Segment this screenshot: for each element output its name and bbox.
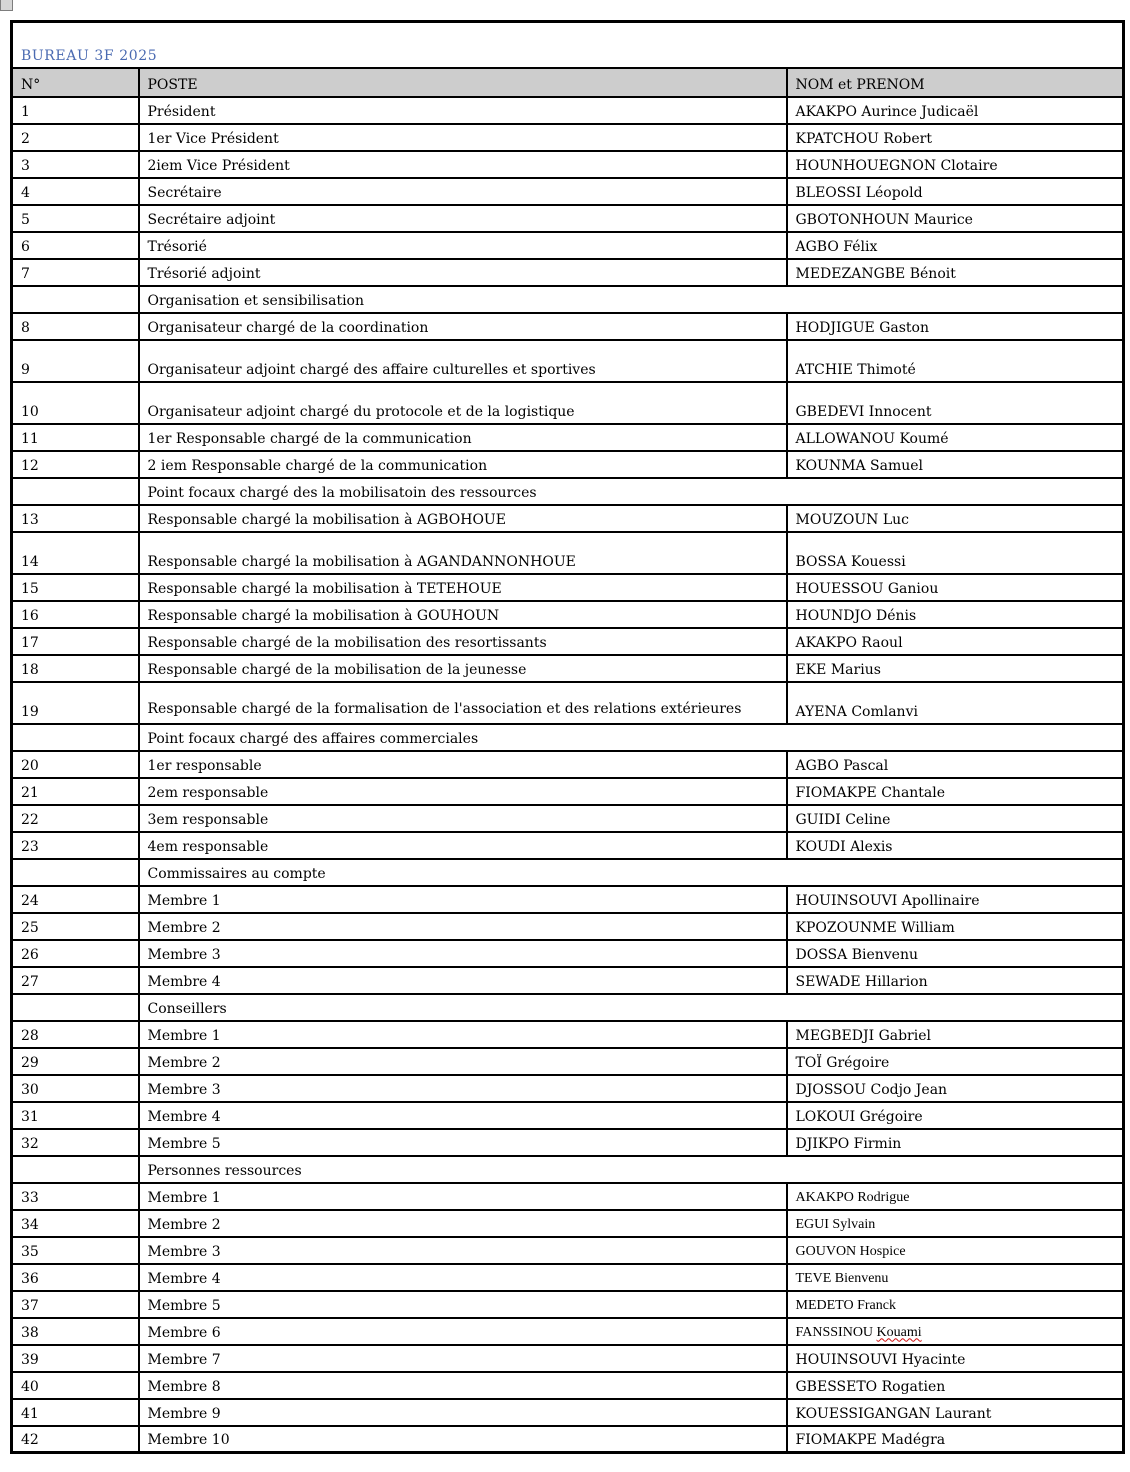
row-number-cell: 3: [12, 151, 139, 178]
row-number-cell: [12, 724, 139, 751]
section-title-cell: Personnes ressources: [139, 1156, 1124, 1183]
row-number-cell: 42: [12, 1426, 139, 1453]
poste-cell: [139, 451, 787, 478]
table-row: [12, 832, 1124, 859]
poste-text: Responsable chargé de la formalisation de l'association et des relations extérieures: [147, 700, 742, 717]
row-number-cell: 10: [12, 382, 139, 424]
poste-text: Membre 4: [147, 973, 221, 990]
nom-cell: MEDEZANGBE Bénoit: [787, 259, 1124, 286]
table-row: [12, 805, 1124, 832]
row-number-cell: 23: [12, 832, 139, 859]
nom-cell: HOUNHOUEGNON Clotaire: [787, 151, 1124, 178]
table-row: [12, 682, 1124, 724]
table-row: [12, 574, 1124, 601]
nom-cell: KPATCHOU Robert: [787, 124, 1124, 151]
row-number-cell: 36: [12, 1264, 139, 1291]
poste-text: Membre 7: [147, 1351, 221, 1368]
row-number-cell: 13: [12, 505, 139, 532]
table-row: [12, 340, 1124, 382]
table-row: [12, 1129, 1124, 1156]
poste-text: Trésorié: [147, 238, 207, 255]
poste-cell: [139, 778, 787, 805]
table-row: [12, 451, 1124, 478]
poste-cell: [139, 751, 787, 778]
poste-cell: [139, 1372, 787, 1399]
row-number-cell: 19: [12, 682, 139, 724]
row-number-cell: 21: [12, 778, 139, 805]
poste-text: Membre 4: [147, 1270, 221, 1287]
poste-text: Organisateur adjoint chargé du protocole et de la logistique: [147, 403, 575, 420]
row-number-cell: 1: [12, 97, 139, 124]
poste-cell: [139, 1345, 787, 1372]
row-number-cell: 32: [12, 1129, 139, 1156]
table-row: [12, 1021, 1124, 1048]
nom-cell: AKAKPO Aurince Judicaël: [787, 97, 1124, 124]
poste-text: 4em responsable: [147, 838, 269, 855]
table-row: [12, 967, 1124, 994]
poste-cell: [139, 1129, 787, 1156]
nom-cell: ATCHIE Thimoté: [787, 340, 1124, 382]
row-number-cell: 40: [12, 1372, 139, 1399]
column-header-num: N°: [12, 68, 139, 97]
row-number-cell: 38: [12, 1318, 139, 1345]
table-row: [12, 628, 1124, 655]
poste-cell: [139, 940, 787, 967]
title-row: [12, 22, 1124, 68]
row-number-cell: 41: [12, 1399, 139, 1426]
row-number-cell: 7: [12, 259, 139, 286]
row-number-cell: 18: [12, 655, 139, 682]
poste-cell: [139, 601, 787, 628]
nom-cell: AGBO Félix: [787, 232, 1124, 259]
document-title: BUREAU 3F 2025: [12, 22, 1124, 68]
row-number-cell: [12, 994, 139, 1021]
nom-cell: BOSSA Kouessi: [787, 532, 1124, 574]
row-number-cell: 6: [12, 232, 139, 259]
nom-cell: KOUNMA Samuel: [787, 451, 1124, 478]
section-title-cell: Point focaux chargé des affaires commerciales: [139, 724, 1124, 751]
poste-text: Membre 1: [147, 1027, 221, 1044]
section-row: [12, 724, 1124, 751]
poste-text: Membre 8: [147, 1378, 221, 1395]
row-number-cell: 27: [12, 967, 139, 994]
nom-cell: HOUINSOUVI Apollinaire: [787, 886, 1124, 913]
poste-text: Responsable chargé la mobilisation à TETEHOUE: [147, 580, 502, 597]
section-row: [12, 286, 1124, 313]
poste-text: 3em responsable: [147, 811, 269, 828]
section-row: [12, 478, 1124, 505]
table-body: [12, 22, 1124, 1453]
table-row: [12, 424, 1124, 451]
nom-cell: MEDETO Franck: [787, 1291, 1124, 1318]
poste-cell: [139, 574, 787, 601]
section-row: [12, 994, 1124, 1021]
row-number-cell: 28: [12, 1021, 139, 1048]
poste-text: Membre 5: [147, 1135, 221, 1152]
nom-cell: FIOMAKPE Madégra: [787, 1426, 1124, 1453]
header-row: [12, 68, 1124, 97]
nom-cell: GOUVON Hospice: [787, 1237, 1124, 1264]
nom-cell: DOSSA Bienvenu: [787, 940, 1124, 967]
table-row: [12, 532, 1124, 574]
table-row: [12, 655, 1124, 682]
nom-cell: MOUZOUN Luc: [787, 505, 1124, 532]
poste-text: Responsable chargé la mobilisation à AGBOHOUE: [147, 511, 506, 528]
row-number-cell: 39: [12, 1345, 139, 1372]
table-row: [12, 940, 1124, 967]
table-row: [12, 1318, 1124, 1345]
row-number-cell: 17: [12, 628, 139, 655]
table-row: [12, 151, 1124, 178]
row-number-cell: 26: [12, 940, 139, 967]
table-row: [12, 1426, 1124, 1453]
table-row: [12, 1345, 1124, 1372]
row-number-cell: 37: [12, 1291, 139, 1318]
poste-text: Membre 1: [147, 1189, 221, 1206]
row-number-cell: 20: [12, 751, 139, 778]
nom-cell: EGUI Sylvain: [787, 1210, 1124, 1237]
poste-text: Membre 1: [147, 892, 221, 909]
nom-cell: AGBO Pascal: [787, 751, 1124, 778]
poste-cell: [139, 424, 787, 451]
poste-cell: [139, 1264, 787, 1291]
nom-cell: GUIDI Celine: [787, 805, 1124, 832]
nom-cell: GBOTONHOUN Maurice: [787, 205, 1124, 232]
section-row: [12, 859, 1124, 886]
poste-text: Responsable chargé de la mobilisation des resortissants: [147, 634, 547, 651]
poste-cell: [139, 628, 787, 655]
poste-cell: [139, 1399, 787, 1426]
poste-cell: [139, 886, 787, 913]
poste-text: 1er Responsable chargé de la communication: [147, 430, 472, 447]
poste-text: 2iem Vice Président: [147, 157, 290, 174]
table-row: [12, 1210, 1124, 1237]
row-number-cell: 12: [12, 451, 139, 478]
table-row: [12, 1399, 1124, 1426]
row-number-cell: 30: [12, 1075, 139, 1102]
row-number-cell: 29: [12, 1048, 139, 1075]
poste-cell: [139, 1021, 787, 1048]
section-title-cell: Organisation et sensibilisation: [139, 286, 1124, 313]
poste-text: Membre 9: [147, 1405, 221, 1422]
table-row: [12, 1372, 1124, 1399]
nom-cell: EKE Marius: [787, 655, 1124, 682]
row-number-cell: [12, 1156, 139, 1183]
scroll-button-fragment[interactable]: [0, 0, 13, 11]
section-title-cell: Commissaires au compte: [139, 859, 1124, 886]
section-row: [12, 1156, 1124, 1183]
row-number-cell: 14: [12, 532, 139, 574]
misspelled-word: Kouami: [876, 1324, 922, 1340]
row-number-cell: 24: [12, 886, 139, 913]
poste-text: Membre 2: [147, 1216, 221, 1233]
table-row: [12, 1075, 1124, 1102]
nom-cell: ALLOWANOU Koumé: [787, 424, 1124, 451]
poste-text: Membre 3: [147, 946, 221, 963]
poste-cell: [139, 655, 787, 682]
row-number-cell: 31: [12, 1102, 139, 1129]
row-number-cell: 8: [12, 313, 139, 340]
table-row: [12, 205, 1124, 232]
poste-cell: [139, 124, 787, 151]
nom-cell: HOUESSOU Ganiou: [787, 574, 1124, 601]
row-number-cell: [12, 859, 139, 886]
table-row: [12, 505, 1124, 532]
nom-cell: DJOSSOU Codjo Jean: [787, 1075, 1124, 1102]
poste-cell: [139, 505, 787, 532]
nom-cell: HODJIGUE Gaston: [787, 313, 1124, 340]
nom-cell: AKAKPO Raoul: [787, 628, 1124, 655]
nom-cell: TEVE Bienvenu: [787, 1264, 1124, 1291]
poste-cell: [139, 967, 787, 994]
poste-text: Membre 6: [147, 1324, 221, 1341]
poste-cell: [139, 205, 787, 232]
poste-cell: [139, 913, 787, 940]
poste-text: Organisateur adjoint chargé des affaire culturelles et sportives: [147, 361, 596, 378]
poste-cell: [139, 382, 787, 424]
poste-text: Membre 10: [147, 1432, 230, 1448]
section-title-cell: Point focaux chargé des la mobilisatoin des ressources: [139, 478, 1124, 505]
row-number-cell: 35: [12, 1237, 139, 1264]
nom-cell: TOÏ Grégoire: [787, 1048, 1124, 1075]
table-row: [12, 1102, 1124, 1129]
nom-cell: BLEOSSI Léopold: [787, 178, 1124, 205]
row-number-cell: 16: [12, 601, 139, 628]
nom-cell: GBESSETO Rogatien: [787, 1372, 1124, 1399]
poste-cell: [139, 340, 787, 382]
poste-cell: [139, 1048, 787, 1075]
table-row: [12, 1183, 1124, 1210]
nom-cell: KOUESSIGANGAN Laurant: [787, 1399, 1124, 1426]
table-row: [12, 778, 1124, 805]
row-number-cell: 15: [12, 574, 139, 601]
poste-text: Secrétaire adjoint: [147, 211, 276, 228]
nom-cell: HOUINSOUVI Hyacinte: [787, 1345, 1124, 1372]
poste-cell: [139, 1075, 787, 1102]
poste-text: Responsable chargé la mobilisation à GOUHOUN: [147, 607, 500, 624]
poste-text: Membre 4: [147, 1108, 221, 1125]
poste-cell: [139, 1426, 787, 1453]
table-row: [12, 1048, 1124, 1075]
poste-text: 1er Vice Président: [147, 130, 279, 147]
poste-text: Organisateur chargé de la coordination: [147, 319, 429, 336]
poste-cell: [139, 1237, 787, 1264]
table-row: [12, 886, 1124, 913]
table-row: [12, 1291, 1124, 1318]
row-number-cell: 2: [12, 124, 139, 151]
poste-cell: [139, 1291, 787, 1318]
poste-cell: [139, 151, 787, 178]
row-number-cell: 5: [12, 205, 139, 232]
poste-cell: [139, 532, 787, 574]
section-title-cell: Conseillers: [139, 994, 1124, 1021]
poste-cell: [139, 97, 787, 124]
poste-cell: [139, 232, 787, 259]
poste-text: 1er responsable: [147, 757, 262, 774]
row-number-cell: 11: [12, 424, 139, 451]
poste-cell: [139, 1183, 787, 1210]
poste-text: Membre 2: [147, 919, 221, 936]
poste-text: Membre 3: [147, 1243, 221, 1260]
nom-cell: DJIKPO Firmin: [787, 1129, 1124, 1156]
nom-cell: HOUNDJO Dénis: [787, 601, 1124, 628]
poste-text: 2em responsable: [147, 784, 269, 801]
table-row: [12, 124, 1124, 151]
poste-text: 2 iem Responsable chargé de la communication: [147, 457, 488, 474]
poste-text: Responsable chargé la mobilisation à AGANDANNONHOUE: [147, 553, 576, 570]
row-number-cell: 22: [12, 805, 139, 832]
table-row: [12, 1264, 1124, 1291]
poste-cell: [139, 259, 787, 286]
column-header-poste: POSTE: [139, 68, 787, 97]
table-row: [12, 382, 1124, 424]
row-number-cell: [12, 286, 139, 313]
nom-cell: MEGBEDJI Gabriel: [787, 1021, 1124, 1048]
nom-cell: AYENA Comlanvi: [787, 682, 1124, 724]
table-row: [12, 1237, 1124, 1264]
bureau-table: [10, 20, 1125, 1454]
row-number-cell: 25: [12, 913, 139, 940]
document-page: [10, 20, 1125, 1454]
nom-cell: KOUDI Alexis: [787, 832, 1124, 859]
table-row: [12, 178, 1124, 205]
row-number-cell: 34: [12, 1210, 139, 1237]
poste-cell: [139, 805, 787, 832]
table-row: [12, 913, 1124, 940]
table-row: [12, 601, 1124, 628]
nom-cell: FANSSINOU Kouami: [787, 1318, 1124, 1345]
nom-cell: AKAKPO Rodrigue: [787, 1183, 1124, 1210]
nom-cell: SEWADE Hillarion: [787, 967, 1124, 994]
poste-text: Président: [147, 103, 216, 120]
poste-text: Membre 3: [147, 1081, 221, 1098]
table-row: [12, 232, 1124, 259]
table-row: [12, 259, 1124, 286]
nom-cell: LOKOUI Grégoire: [787, 1102, 1124, 1129]
nom-cell: GBEDEVI Innocent: [787, 382, 1124, 424]
poste-text: Responsable chargé de la mobilisation de la jeunesse: [147, 661, 527, 678]
poste-cell: [139, 832, 787, 859]
poste-cell: [139, 682, 787, 724]
table-row: [12, 313, 1124, 340]
row-number-cell: 33: [12, 1183, 139, 1210]
poste-cell: [139, 1210, 787, 1237]
poste-cell: [139, 1102, 787, 1129]
poste-text: Secrétaire: [147, 184, 222, 201]
table-row: [12, 751, 1124, 778]
poste-cell: [139, 1318, 787, 1345]
poste-text: Membre 2: [147, 1054, 221, 1071]
poste-text: Trésorié adjoint: [147, 265, 261, 282]
nom-cell: FIOMAKPE Chantale: [787, 778, 1124, 805]
row-number-cell: 4: [12, 178, 139, 205]
row-number-cell: 9: [12, 340, 139, 382]
poste-cell: [139, 178, 787, 205]
column-header-nom: NOM et PRENOM: [787, 68, 1124, 97]
nom-cell: KPOZOUNME William: [787, 913, 1124, 940]
table-row: [12, 97, 1124, 124]
poste-text: Membre 5: [147, 1297, 221, 1314]
row-number-cell: [12, 478, 139, 505]
poste-cell: [139, 313, 787, 340]
